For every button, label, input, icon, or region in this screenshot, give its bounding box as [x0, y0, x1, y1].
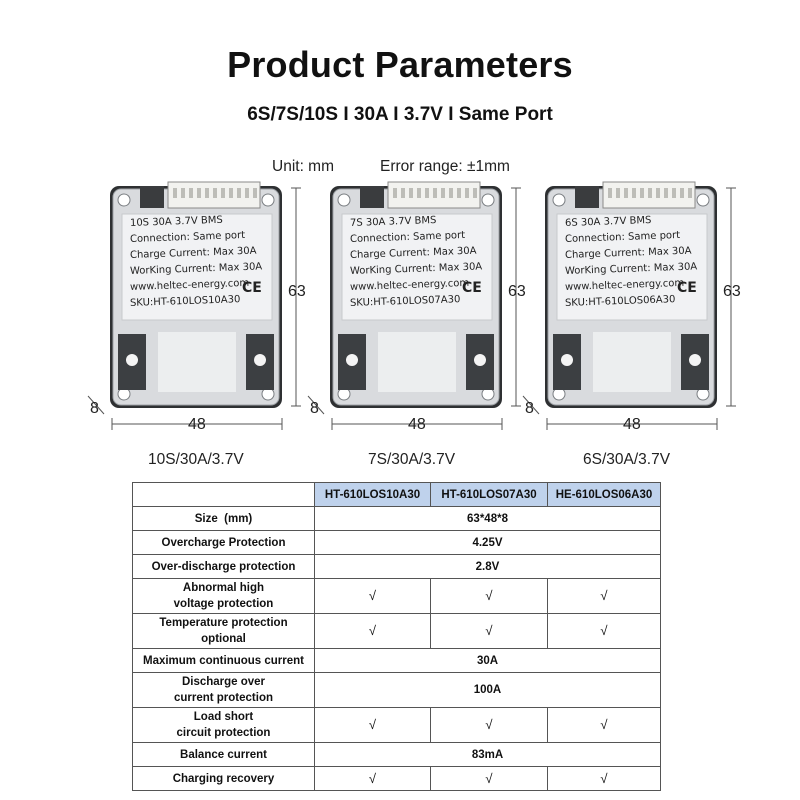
label-text-line: Connection: Same port	[564, 229, 681, 245]
check-mark-icon: √	[315, 614, 431, 649]
check-mark-icon: √	[315, 767, 431, 791]
shared-value-cell: 83mA	[315, 743, 661, 767]
table-header-row	[133, 483, 661, 507]
table-row	[133, 673, 661, 708]
check-mark-icon: √	[315, 579, 431, 614]
connector-pin	[632, 188, 636, 198]
check-mark-icon: √	[548, 767, 661, 791]
pad-hole-icon	[254, 354, 266, 366]
width-dimension-label: 48	[623, 416, 641, 433]
connector-pin	[688, 188, 692, 198]
bms-board-2	[310, 182, 540, 433]
label-text-line: SKU:HT-610LOS07A30	[349, 294, 461, 309]
table-row	[133, 767, 661, 791]
param-cell: Temperature protection optional	[133, 614, 315, 649]
heat-plate	[158, 332, 236, 392]
label-text-line: Charge Current: Max 30A	[564, 245, 692, 261]
spec-table	[132, 482, 661, 791]
connector-pin	[608, 188, 612, 198]
pad-hole-icon	[346, 354, 358, 366]
bms-board-3	[525, 182, 755, 433]
connector-pin	[656, 188, 660, 198]
label-text-line: 10S 30A 3.7V BMS	[129, 214, 223, 229]
thickness-dimension-label: 8	[525, 400, 534, 417]
mount-hole-icon	[262, 194, 274, 206]
check-mark-icon: √	[431, 767, 548, 791]
model-header-3: HE-610LOS06A30	[548, 483, 661, 507]
param-cell: Balance current	[133, 743, 315, 767]
shared-value-cell: 30A	[315, 649, 661, 673]
mount-hole-icon	[482, 194, 494, 206]
connector-pin	[433, 188, 437, 198]
label-text-line: www.heltec-energy.com	[564, 277, 685, 293]
param-cell: Over-discharge protection	[133, 555, 315, 579]
connector-pin	[221, 188, 225, 198]
height-dimension-label: 63	[508, 283, 526, 300]
connector-pin	[173, 188, 177, 198]
model-header-2: HT-610LOS07A30	[431, 483, 548, 507]
connector-pin	[229, 188, 233, 198]
height-dimension-label: 63	[723, 283, 741, 300]
label-text-line: SKU:HT-610LOS06A30	[564, 294, 676, 309]
connector-pin	[189, 188, 193, 198]
param-cell: Abnormal high voltage protection	[133, 579, 315, 614]
connector-pin	[425, 188, 429, 198]
connector-pin	[664, 188, 668, 198]
pad-hole-icon	[474, 354, 486, 366]
board-caption: 7S/30A/3.7V	[368, 451, 456, 468]
spec-table-body	[133, 483, 661, 791]
param-cell: Maximum continuous current	[133, 649, 315, 673]
table-row	[133, 579, 661, 614]
connector-pin	[197, 188, 201, 198]
connector-pin	[401, 188, 405, 198]
page-title: Product Parameters	[227, 44, 573, 85]
table-row	[133, 531, 661, 555]
table-header-blank	[133, 483, 315, 507]
ce-mark: CE	[462, 280, 482, 296]
label-text-line: SKU:HT-610LOS10A30	[129, 294, 241, 309]
height-dimension-label: 63	[288, 283, 306, 300]
table-row	[133, 649, 661, 673]
pcb-component	[140, 186, 164, 208]
shared-value-cell: 100A	[315, 673, 661, 708]
connector-pin	[181, 188, 185, 198]
table-row	[133, 743, 661, 767]
width-dimension-label: 48	[408, 416, 426, 433]
check-mark-icon: √	[548, 708, 661, 743]
check-mark-icon: √	[548, 614, 661, 649]
label-text-line: 6S 30A 3.7V BMS	[564, 214, 652, 229]
label-text-line: Charge Current: Max 30A	[349, 245, 477, 261]
connector-pin	[417, 188, 421, 198]
connector-pin	[393, 188, 397, 198]
table-row	[133, 708, 661, 743]
table-row	[133, 507, 661, 531]
connector-pin	[624, 188, 628, 198]
param-cell: Size (mm)	[133, 507, 315, 531]
connector-pin	[465, 188, 469, 198]
error-range-note: Error range: ±1mm	[380, 158, 510, 175]
pcb-component	[360, 186, 384, 208]
thickness-dimension-label: 8	[310, 400, 319, 417]
board-caption: 6S/30A/3.7V	[583, 451, 671, 468]
pad-hole-icon	[561, 354, 573, 366]
shared-value-cell: 2.8V	[315, 555, 661, 579]
shared-value-cell: 63*48*8	[315, 507, 661, 531]
connector-pin	[409, 188, 413, 198]
check-mark-icon: √	[431, 708, 548, 743]
label-text-line: WorKing Current: Max 30A	[129, 261, 263, 277]
check-mark-icon: √	[431, 579, 548, 614]
pcb-component	[575, 186, 599, 208]
label-text-line: www.heltec-energy.com	[129, 277, 250, 293]
bms-board-1	[90, 182, 320, 433]
connector-pin	[213, 188, 217, 198]
label-text-line: Connection: Same port	[349, 229, 466, 245]
ce-mark: CE	[242, 280, 262, 296]
model-header-1: HT-610LOS10A30	[315, 483, 431, 507]
connector-pin	[640, 188, 644, 198]
connector-pin	[616, 188, 620, 198]
check-mark-icon: √	[548, 579, 661, 614]
connector-pin	[237, 188, 241, 198]
width-dimension-label: 48	[188, 416, 206, 433]
table-row	[133, 614, 661, 649]
page-subtitle: 6S/7S/10S I 30A I 3.7V I Same Port	[247, 104, 553, 125]
connector-pin	[253, 188, 257, 198]
shared-value-cell: 4.25V	[315, 531, 661, 555]
mount-hole-icon	[553, 194, 565, 206]
mount-hole-icon	[697, 194, 709, 206]
label-text-line: Connection: Same port	[129, 229, 246, 245]
board-caption: 10S/30A/3.7V	[148, 451, 244, 468]
thickness-dimension-label: 8	[90, 400, 99, 417]
label-text-line: WorKing Current: Max 30A	[349, 261, 483, 277]
mount-hole-icon	[118, 194, 130, 206]
ce-mark: CE	[677, 280, 697, 296]
connector-pin	[680, 188, 684, 198]
param-cell: Discharge over current protection	[133, 673, 315, 708]
connector-pin	[441, 188, 445, 198]
param-cell: Load short circuit protection	[133, 708, 315, 743]
check-mark-icon: √	[431, 614, 548, 649]
pad-hole-icon	[126, 354, 138, 366]
param-cell: Charging recovery	[133, 767, 315, 791]
mount-hole-icon	[338, 194, 350, 206]
pad-hole-icon	[689, 354, 701, 366]
label-text-line: Charge Current: Max 30A	[129, 245, 257, 261]
table-row	[133, 555, 661, 579]
heat-plate	[378, 332, 456, 392]
connector-pin	[473, 188, 477, 198]
connector-pin	[205, 188, 209, 198]
unit-note: Unit: mm	[272, 158, 334, 175]
connector-pin	[672, 188, 676, 198]
param-cell: Overcharge Protection	[133, 531, 315, 555]
label-text-line: www.heltec-energy.com	[349, 277, 470, 293]
connector-pin	[245, 188, 249, 198]
connector-pin	[457, 188, 461, 198]
label-text-line: WorKing Current: Max 30A	[564, 261, 698, 277]
label-text-line: 7S 30A 3.7V BMS	[349, 214, 437, 229]
check-mark-icon: √	[315, 708, 431, 743]
connector-pin	[449, 188, 453, 198]
connector-pin	[648, 188, 652, 198]
heat-plate	[593, 332, 671, 392]
